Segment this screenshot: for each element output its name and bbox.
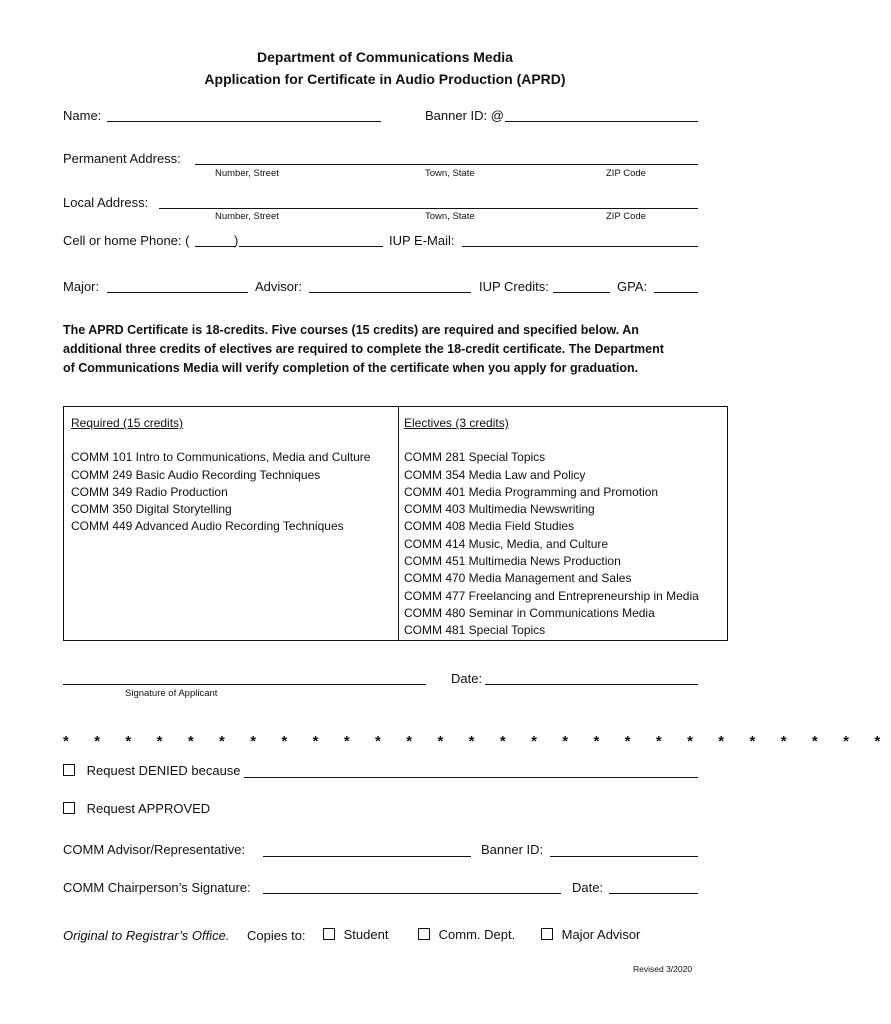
comm-advisor-field[interactable] bbox=[263, 856, 471, 857]
elective-course: COMM 408 Media Field Studies bbox=[404, 519, 575, 534]
elective-course: COMM 451 Multimedia News Production bbox=[404, 554, 621, 569]
chair-date-label: Date: bbox=[572, 880, 604, 895]
local-street-caption: Number, Street bbox=[215, 211, 279, 222]
major-advisor-checkbox[interactable] bbox=[541, 928, 553, 940]
comm-dept-checkbox[interactable] bbox=[418, 928, 430, 940]
local-address-label: Local Address: bbox=[63, 195, 149, 210]
elective-course: COMM 477 Freelancing and Entrepreneurship in Media bbox=[404, 588, 699, 603]
original-to-registrar: Original to Registrar’s Office. bbox=[63, 928, 230, 943]
signature-date-field[interactable] bbox=[485, 684, 698, 685]
required-column bbox=[71, 415, 370, 536]
email-label: IUP E-Mail: bbox=[389, 233, 455, 248]
denied-label: Request DENIED because bbox=[86, 763, 241, 778]
copy-student-option bbox=[323, 927, 388, 942]
copy-dept-label: Comm. Dept. bbox=[438, 927, 516, 942]
required-header: Required (15 credits) bbox=[71, 416, 184, 430]
course-table bbox=[63, 406, 728, 641]
certificate-description bbox=[63, 321, 713, 378]
elective-course: COMM 470 Media Management and Sales bbox=[404, 571, 632, 586]
iup-credits-label: IUP Credits: bbox=[479, 279, 549, 294]
approved-checkbox[interactable] bbox=[63, 802, 75, 814]
chair-date-field[interactable] bbox=[609, 893, 698, 894]
elective-course: COMM 481 Special Topics bbox=[404, 623, 546, 638]
office-use-separator: * * * * * * * * * * * * * * * * * * * * * * * * * * * bbox=[63, 733, 891, 750]
permanent-address-label: Permanent Address: bbox=[63, 151, 181, 166]
gpa-field[interactable] bbox=[654, 292, 698, 293]
revision-note: Revised 3/2020 bbox=[633, 964, 693, 974]
approved-label: Request APPROVED bbox=[86, 801, 211, 816]
denied-checkbox[interactable] bbox=[63, 764, 75, 776]
advisor-field[interactable] bbox=[309, 292, 471, 293]
course-table-divider bbox=[398, 407, 399, 640]
copy-advisor-option bbox=[541, 927, 640, 942]
chair-signature-label: COMM Chairperson’s Signature: bbox=[63, 880, 251, 895]
name-label: Name: bbox=[63, 108, 102, 123]
phone-paren: ) bbox=[234, 233, 239, 248]
major-label: Major: bbox=[63, 279, 100, 294]
description-line-3: of Communications Media will verify completion of the certificate when you apply for graduation. bbox=[63, 361, 639, 375]
local-zip-caption: ZIP Code bbox=[606, 211, 646, 222]
email-field[interactable] bbox=[462, 246, 698, 247]
elective-course: COMM 414 Music, Media, and Culture bbox=[404, 536, 609, 551]
name-field[interactable] bbox=[107, 121, 381, 122]
gpa-label: GPA: bbox=[617, 279, 648, 294]
approved-row bbox=[63, 801, 210, 816]
required-course: COMM 349 Radio Production bbox=[71, 484, 228, 499]
iup-credits-field[interactable] bbox=[553, 292, 610, 293]
denied-row bbox=[63, 763, 241, 778]
advisor-label: Advisor: bbox=[255, 279, 302, 294]
applicant-signature-field[interactable] bbox=[63, 684, 426, 685]
major-field[interactable] bbox=[107, 292, 248, 293]
copy-dept-option bbox=[418, 927, 515, 942]
office-banner-id-label: Banner ID: bbox=[481, 842, 544, 857]
elective-course: COMM 354 Media Law and Policy bbox=[404, 467, 586, 482]
form-title: Application for Certificate in Audio Production (APRD) bbox=[204, 71, 566, 87]
denied-reason-field[interactable] bbox=[244, 777, 698, 778]
signature-date-label: Date: bbox=[451, 671, 483, 686]
phone-label: Cell or home Phone: ( bbox=[63, 233, 190, 248]
electives-header: Electives (3 credits) bbox=[404, 416, 509, 430]
student-checkbox[interactable] bbox=[323, 928, 335, 940]
phone-number-field[interactable] bbox=[239, 246, 383, 247]
perm-street-caption: Number, Street bbox=[215, 168, 279, 179]
perm-zip-caption: ZIP Code bbox=[606, 168, 646, 179]
description-line-1: The APRD Certificate is 18-credits. Five courses (15 credits) are required and specified below. An bbox=[63, 323, 639, 337]
description-line-2: additional three credits of electives are required to complete the 18-credit certificate. The Department bbox=[63, 342, 664, 356]
copy-advisor-label: Major Advisor bbox=[561, 927, 641, 942]
banner-id-label: Banner ID: @ bbox=[425, 108, 504, 123]
form-department-title: Department of Communications Media bbox=[257, 49, 513, 65]
required-course: COMM 350 Digital Storytelling bbox=[71, 502, 232, 517]
banner-id-field[interactable] bbox=[505, 121, 698, 122]
copies-to-label: Copies to: bbox=[247, 928, 306, 943]
phone-area-code-field[interactable] bbox=[195, 246, 235, 247]
elective-course: COMM 281 Special Topics bbox=[404, 450, 546, 465]
required-course: COMM 249 Basic Audio Recording Techniques bbox=[71, 467, 321, 482]
required-course: COMM 101 Intro to Communications, Media and Culture bbox=[71, 450, 371, 465]
elective-course: COMM 401 Media Programming and Promotion bbox=[404, 484, 659, 499]
perm-town-caption: Town, State bbox=[425, 168, 475, 179]
elective-course: COMM 403 Multimedia Newswriting bbox=[404, 502, 595, 517]
chair-signature-field[interactable] bbox=[263, 893, 561, 894]
required-course: COMM 449 Advanced Audio Recording Techniques bbox=[71, 519, 344, 534]
copy-student-label: Student bbox=[343, 927, 389, 942]
electives-column bbox=[404, 415, 699, 640]
comm-advisor-label: COMM Advisor/Representative: bbox=[63, 842, 246, 857]
local-town-caption: Town, State bbox=[425, 211, 475, 222]
office-banner-id-field[interactable] bbox=[550, 856, 698, 857]
signature-caption: Signature of Applicant bbox=[125, 688, 218, 699]
local-address-field[interactable] bbox=[159, 208, 698, 209]
elective-course: COMM 480 Seminar in Communications Media bbox=[404, 605, 655, 620]
permanent-address-field[interactable] bbox=[195, 164, 698, 165]
